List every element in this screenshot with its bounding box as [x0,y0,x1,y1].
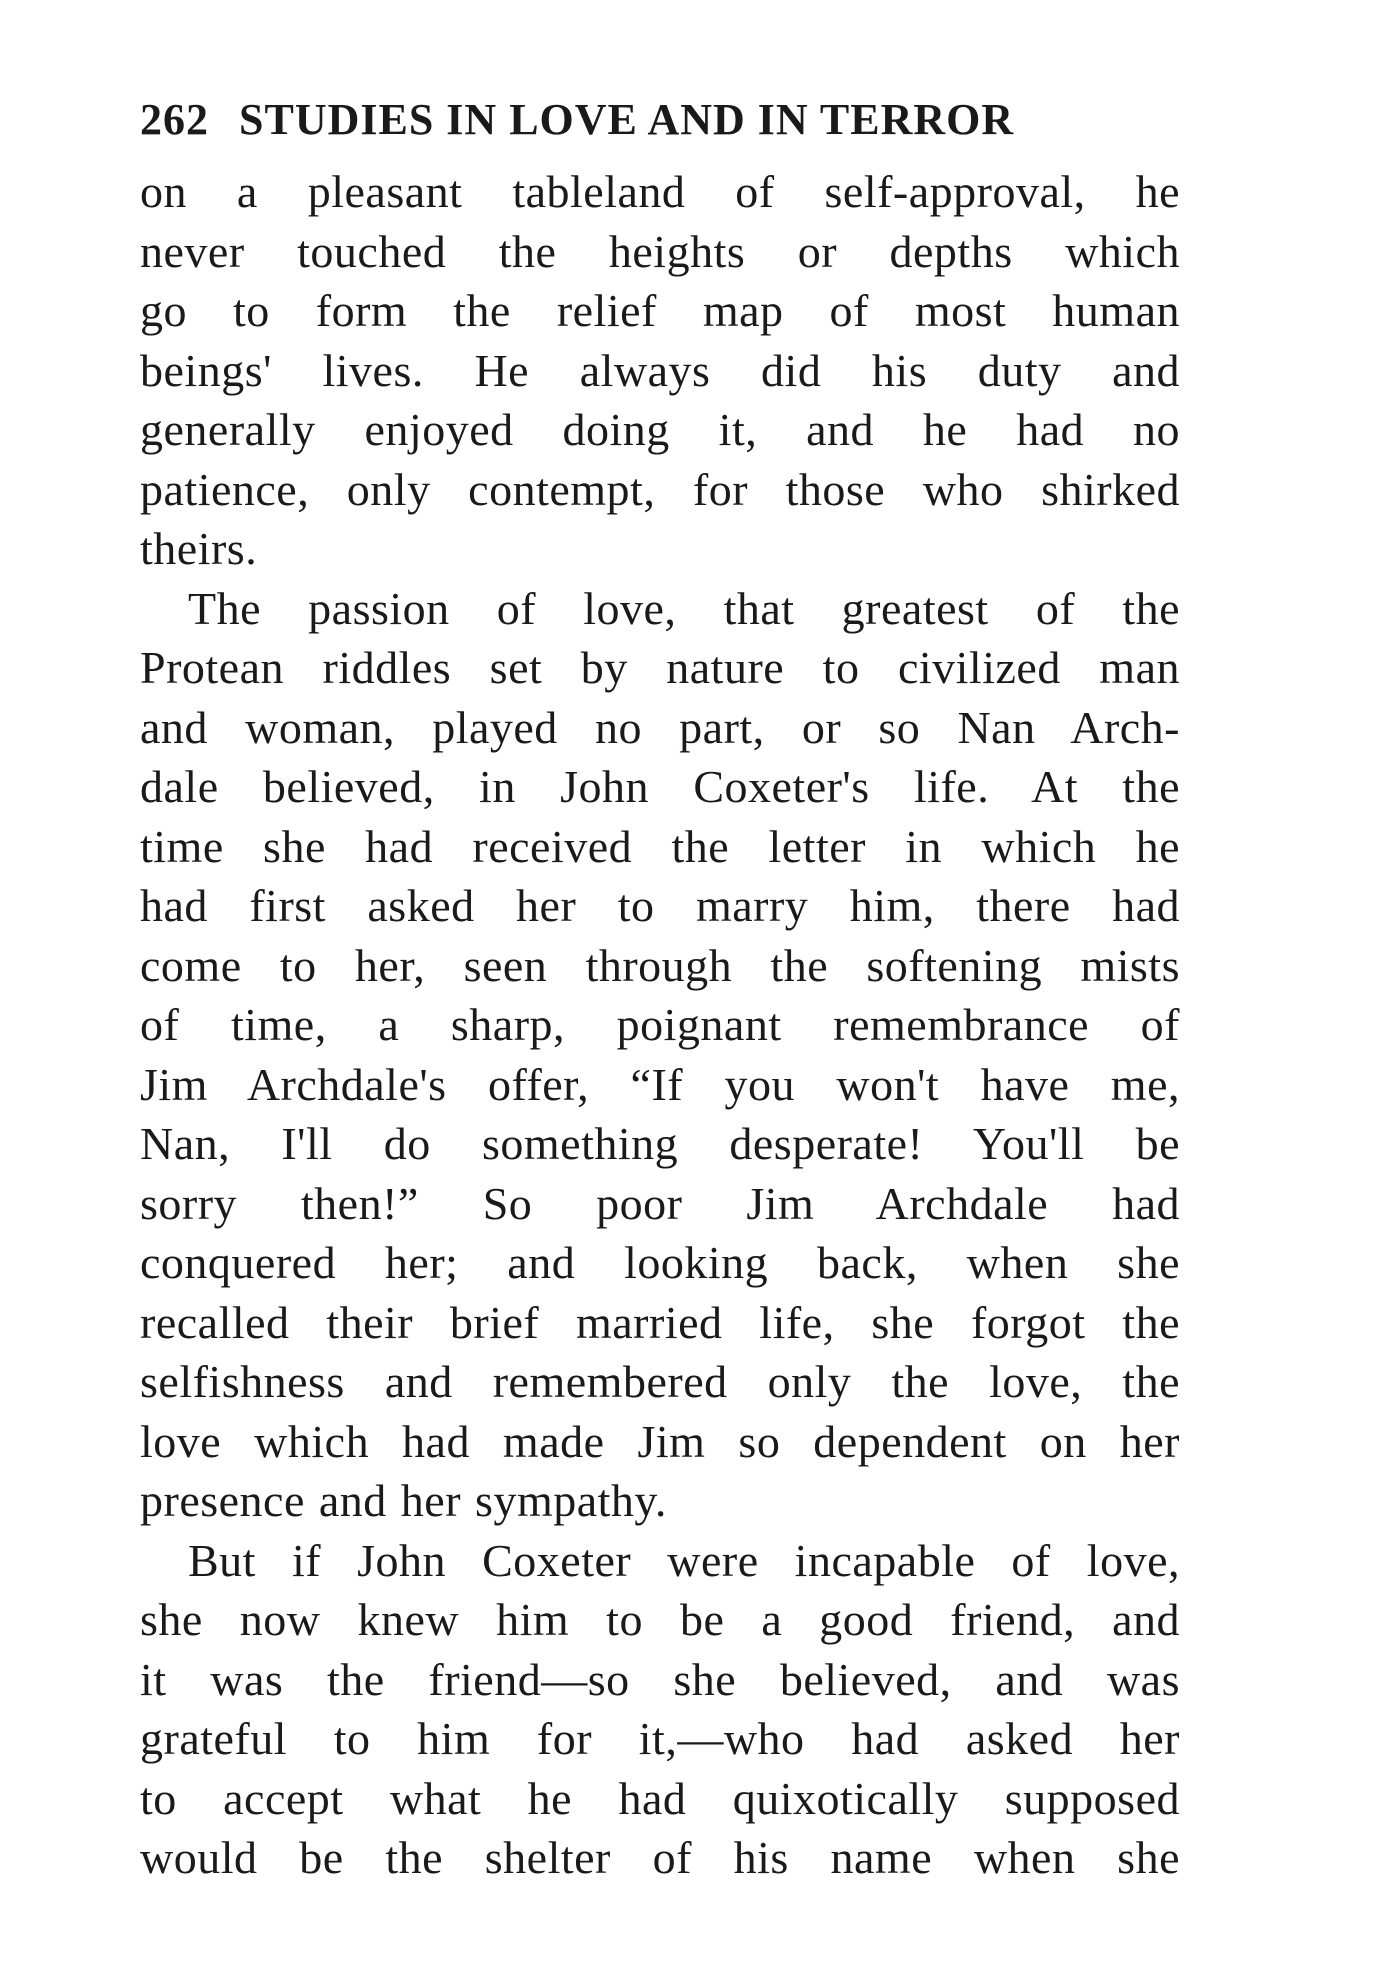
text-line: generally enjoyed doing it, and he had no [140,404,1180,455]
text-line: conquered her; and looking back, when she [140,1237,1180,1288]
text-line: beings' lives. He always did his duty and [140,344,1180,396]
text-line: time she had received the letter in which he [140,820,1180,872]
text-line: and woman, played no part, or so Nan Arch- [140,701,1180,753]
text-line: Jim Archdale's offer, “If you won't have me, [140,1058,1180,1110]
running-title: STUDIES IN LOVE AND IN TERROR [239,95,1015,144]
running-head [140,92,1180,148]
text-line: The passion of love, that greatest of the [188,582,1180,634]
text-line: Protean riddles set by nature to civilized man [140,642,1180,693]
text-line: had first asked her to marry him, there had [140,880,1180,931]
page-number: 262 [140,95,209,144]
text-line: But if John Coxeter were incapable of love, [188,1534,1180,1586]
text-line: patience, only contempt, for those who shirked [140,463,1180,515]
text-line: love which had made Jim so dependent on her [140,1415,1180,1467]
body-text [140,162,1180,1888]
text-line: on a pleasant tableland of self-approval, he [140,166,1180,217]
text-line: dale believed, in John Coxeter's life. At the [140,761,1180,812]
text-line: to accept what he had quixotically supposed [140,1772,1180,1824]
text-line: grateful to him for it,—who had asked her [140,1713,1180,1764]
text-line: come to her, seen through the softening mists [140,939,1180,991]
text-line: recalled their brief married life, she forgot the [140,1296,1180,1348]
text-line: of time, a sharp, poignant remembrance of [140,999,1180,1050]
text-line: sorry then!” So poor Jim Archdale had [140,1177,1180,1229]
text-line: Nan, I'll do something desperate! You'll be [140,1118,1180,1169]
text-line: would be the shelter of his name when she [140,1832,1180,1883]
text-line: theirs. [140,523,258,574]
text-line: presence and her sympathy. [140,1475,667,1526]
text-line: she now knew him to be a good friend, and [140,1594,1180,1645]
text-line: selfishness and remembered only the love, the [140,1356,1180,1407]
text-line: go to form the relief map of most human [140,285,1180,336]
text-line: never touched the heights or depths which [140,225,1180,277]
text-line: it was the friend—so she believed, and was [140,1653,1180,1705]
